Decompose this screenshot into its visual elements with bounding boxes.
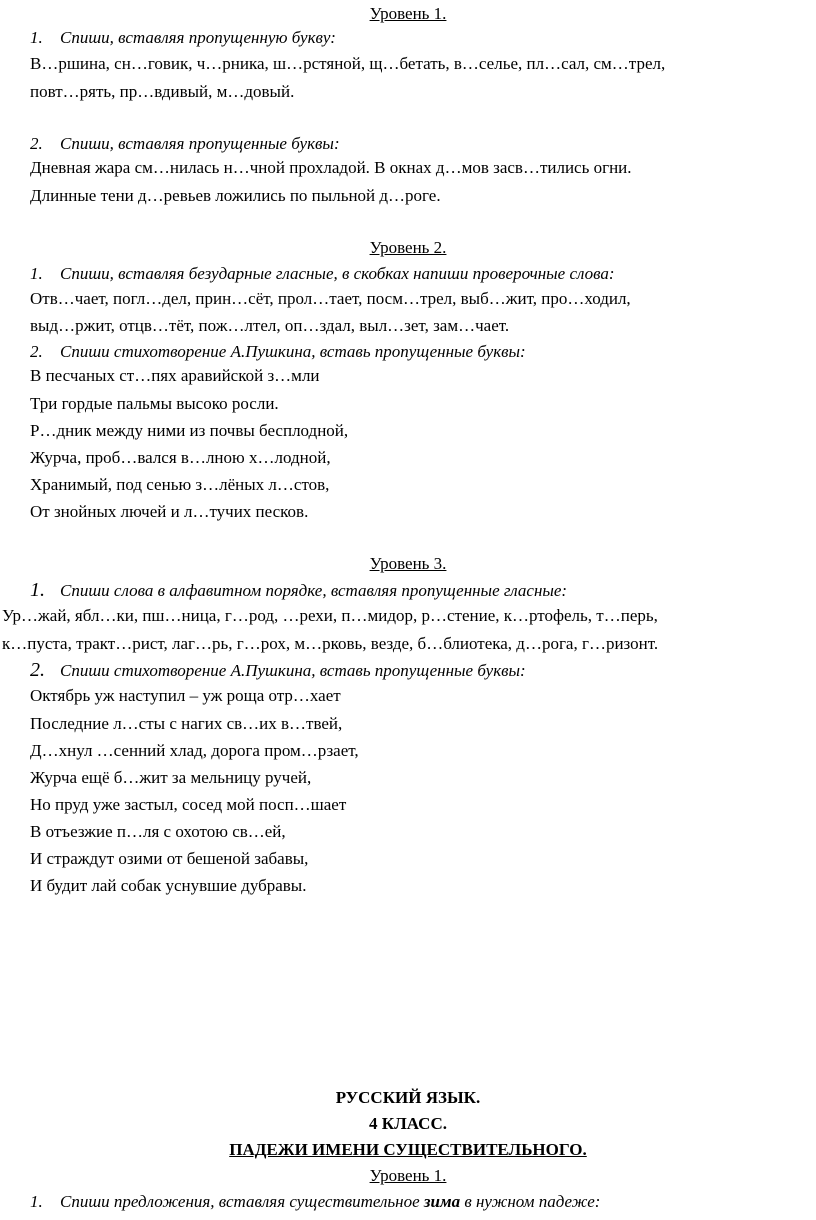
- poem-line: Хранимый, под сенью з…лёных л…стов,: [30, 475, 330, 494]
- level1-task1-line: повт…рять, пр…вдивый, м…довый.: [30, 82, 295, 101]
- level2-task1-line: Отв…чает, погл…дел, прин…сёт, прол…тает, посм…трел, выб…жит, про…ходил,: [30, 289, 631, 308]
- level1-task2-instruction: 2. Спиши, вставляя пропущенные буквы:: [30, 134, 340, 153]
- level1-title: Уровень 1.: [369, 4, 447, 23]
- level3-task2-instruction: 2. Спиши стихотворение А.Пушкина, вставь пропущенные буквы:: [30, 659, 526, 681]
- level2-task1-line: выд…ржит, отцв…тёт, пож…лтел, оп…здал, выл…зет, зам…чает.: [30, 316, 510, 335]
- level1-task1-instruction: 1. Спиши, вставляя пропущенную букву:: [30, 28, 336, 47]
- poem-line: Но пруд уже застыл, сосед мой посп…шает: [30, 795, 347, 814]
- topic-heading: ПАДЕЖИ ИМЕНИ СУЩЕСТВИТЕЛЬНОГО.: [229, 1140, 587, 1159]
- poem-line: От знойных лючей и л…тучих песков.: [30, 502, 309, 521]
- poem-line: Журча ещё б…жит за мельницу ручей,: [30, 768, 312, 787]
- poem-line: Д…хнул …сенний хлад, дорога пром…рзает,: [30, 741, 359, 760]
- level1-task2-line: Длинные тени д…ревьев ложились по пыльной д…роге.: [30, 186, 441, 205]
- level3-task1-line: Ур…жай, ябл…ки, пш…ница, г…род, …рехи, п…мидор, р…стение, к…ртофель, т…перь,: [2, 606, 658, 625]
- level2-task2-instruction: 2. Спиши стихотворение А.Пушкина, вставь пропущенные буквы:: [30, 342, 526, 361]
- grade-heading: 4 КЛАСС.: [369, 1114, 447, 1133]
- level1-task2-line: Дневная жара см…нилась н…чной прохладой. В окнах д…мов засв…тились огни.: [30, 158, 632, 177]
- level3-title: Уровень 3.: [369, 554, 447, 573]
- level1-task1-line: В…ршина, сн…говик, ч…рника, ш…рстяной, щ…бетать, в…селье, пл…сал, см…трел,: [30, 54, 666, 73]
- poem-line: И страждут озими от бешеной забавы,: [30, 849, 309, 868]
- poem-line: Последние л…сты с нагих св…их в…твей,: [30, 714, 343, 733]
- poem-line: И будит лай собак уснувшие дубравы.: [30, 876, 307, 895]
- poem-line: В отъезжие п…ля с охотою св…ей,: [30, 822, 286, 841]
- level2-title: Уровень 2.: [369, 238, 447, 257]
- keyword-zima: зима: [423, 1192, 461, 1211]
- poem-line: Три гордые пальмы высоко росли.: [30, 394, 279, 413]
- poem-line: Журча, проб…вался в…лною х…лодной,: [30, 448, 331, 467]
- level3-task1-line: к…пуста, тракт…рист, лаг…рь, г…рох, м…рковь, везде, б…блиотека, д…рога, г…ризонт.: [2, 634, 659, 653]
- level3-task1-instruction: 1. Спиши слова в алфавитном порядке, вставляя пропущенные гласные:: [30, 579, 568, 601]
- level2-task1-instruction: 1. Спиши, вставляя безударные гласные, в скобках напиши проверочные слова:: [30, 264, 615, 283]
- poem-line: В песчаных ст…пях аравийской з…мли: [30, 366, 320, 385]
- subject-heading: РУССКИЙ ЯЗЫК.: [335, 1088, 481, 1107]
- section2-task1-instruction: 1. Спиши предложения, вставляя существительное зима в нужном падеже:: [30, 1192, 601, 1211]
- poem-line: Р…дник между ними из почвы бесплодной,: [30, 421, 349, 440]
- section2-level-title: Уровень 1.: [369, 1166, 447, 1185]
- poem-line: Октябрь уж наступил – уж роща отр…хает: [30, 686, 341, 705]
